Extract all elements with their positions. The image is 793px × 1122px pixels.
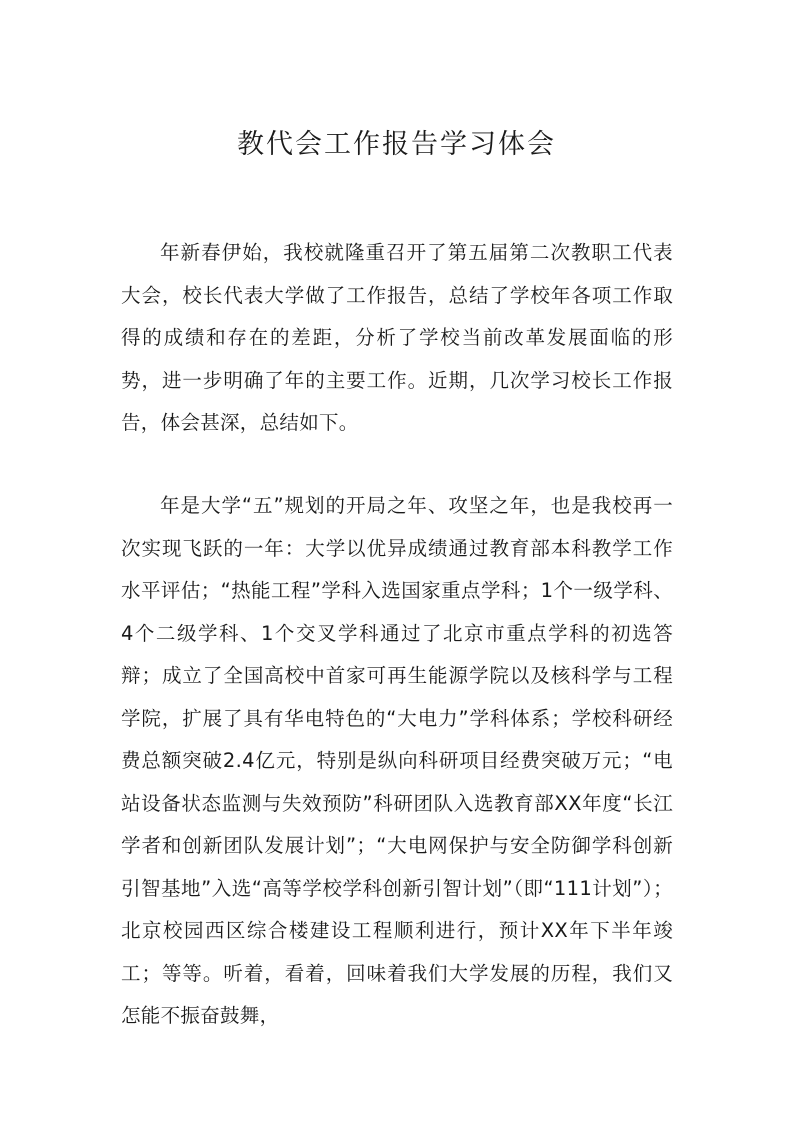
paragraph-2: 年是大学“五”规划的开局之年、攻坚之年，也是我校再一次实现飞跃的一年：大学以优异成绩通过教育部本科教学工作水平评估；“热能工程”学科入选国家重点学科；1个一级学科、4个二级学科、1个交叉学科通过了北京市重点学科的初选答辩；成立了全国高校中首家可再生能源学院以及核科学与工程学院，扩展了具有华电特色的“大电力”学科体系；学校科研经费总额突破2.4亿元，特别是纵向科研项目经费突破万元；“电站设备状态监测与失效预防”科研团队入选教育部XX年度“长江学者和创新团队发展计划”；“大电网保护与安全防御学科创新引智基地”入选“高等学校学科创新引智计划”（即“111计划”）；北京校园西区综合楼建设工程顺利进行，预计XX年下半年竣工；等等。听着，看着，回味着我们大学发展的历程，我们又怎能不振奋鼓舞， xyxy=(121,494,673,1027)
document-title: 教代会工作报告学习体会 xyxy=(237,129,556,160)
paragraph-1: 年新春伊始，我校就隆重召开了第五届第二次教职工代表大会，校长代表大学做了工作报告，总结了学校年各项工作取得的成绩和存在的差距，分析了学校当前改革发展面临的形势，进一步明确了年的主要工作。近期，几次学习校长工作报告，体会甚深，总结如下。 xyxy=(121,241,673,434)
